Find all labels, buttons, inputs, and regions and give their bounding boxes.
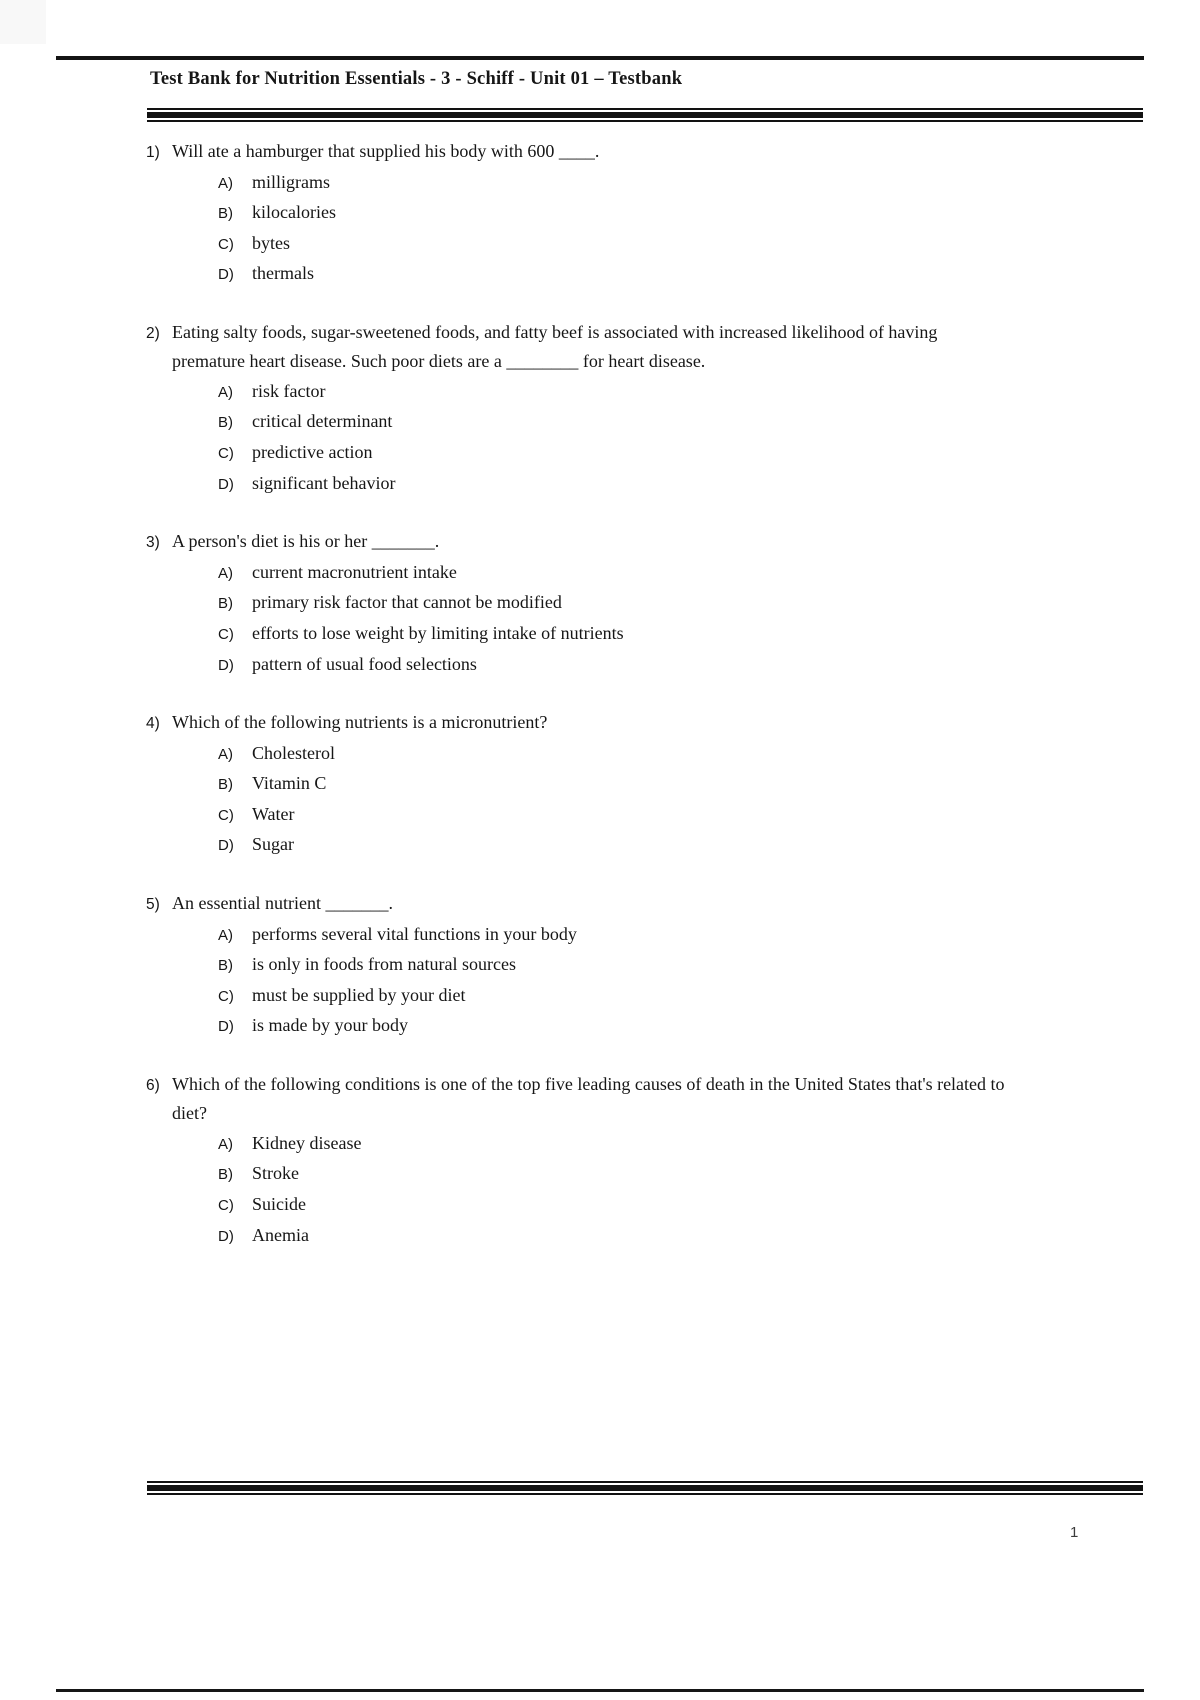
footer-divider-rule bbox=[147, 1481, 1143, 1495]
footer-divider-rule-band bbox=[147, 1485, 1143, 1491]
page-number: 1 bbox=[1070, 1524, 1079, 1541]
option-row bbox=[218, 198, 1012, 229]
option-row bbox=[218, 1011, 1012, 1042]
option-text: Vitamin C bbox=[252, 773, 327, 794]
option-text: kilocalories bbox=[252, 202, 336, 223]
option-text: bytes bbox=[252, 232, 290, 253]
option-text: current macronutrient intake bbox=[252, 561, 457, 582]
option-row bbox=[218, 950, 1012, 981]
question-text: An essential nutrient _______. bbox=[172, 893, 393, 913]
option-row bbox=[218, 619, 1012, 650]
option-text: critical determinant bbox=[252, 411, 393, 432]
question-text: Which of the following nutrients is a micronutrient? bbox=[172, 712, 548, 733]
option-row bbox=[218, 920, 1012, 951]
question bbox=[146, 708, 1012, 861]
option-row bbox=[218, 650, 1012, 681]
page-bottom-rule bbox=[56, 1689, 1144, 1692]
question-number: 6) bbox=[146, 1076, 160, 1094]
question bbox=[146, 1070, 1012, 1251]
option-list bbox=[218, 377, 1012, 499]
option-list bbox=[218, 920, 1012, 1042]
option-list bbox=[218, 558, 1012, 680]
option-row bbox=[218, 229, 1012, 260]
option-row bbox=[218, 558, 1012, 589]
question-text: Which of the following conditions is one of the top five leading causes of death in the United States that's related to diet? bbox=[172, 1073, 1005, 1124]
option-letter: A) bbox=[218, 564, 233, 582]
option-text: primary risk factor that cannot be modified bbox=[252, 592, 562, 613]
option-letter: C) bbox=[218, 1197, 234, 1215]
option-letter: B) bbox=[218, 595, 233, 613]
option-row bbox=[218, 800, 1012, 831]
option-row bbox=[218, 739, 1012, 770]
option-letter: B) bbox=[218, 1166, 233, 1184]
question bbox=[146, 318, 1012, 499]
option-row bbox=[218, 377, 1012, 408]
option-text: is only in foods from natural sources bbox=[252, 954, 516, 975]
question-number: 5) bbox=[146, 896, 160, 913]
question-number: 2) bbox=[146, 324, 160, 342]
option-letter: D) bbox=[218, 266, 234, 284]
option-text: risk factor bbox=[252, 380, 326, 401]
option-row bbox=[218, 1129, 1012, 1160]
option-letter: A) bbox=[218, 926, 233, 944]
option-letter: D) bbox=[218, 656, 234, 674]
option-row bbox=[218, 438, 1012, 469]
option-text: Water bbox=[252, 803, 295, 824]
question-text: Will ate a hamburger that supplied his body with 600 ____. bbox=[172, 141, 600, 161]
option-row bbox=[218, 259, 1012, 290]
question-number: 4) bbox=[146, 715, 160, 733]
option-letter: C) bbox=[218, 806, 234, 824]
option-text: is made by your body bbox=[252, 1015, 408, 1036]
option-row bbox=[218, 469, 1012, 500]
option-letter: C) bbox=[218, 987, 234, 1005]
header-top-rule bbox=[56, 56, 1144, 60]
title-divider-rule-band bbox=[147, 112, 1143, 118]
option-text: milligrams bbox=[252, 171, 330, 192]
option-letter: C) bbox=[218, 445, 234, 463]
question-number: 3) bbox=[146, 534, 160, 552]
option-row bbox=[218, 981, 1012, 1012]
question bbox=[146, 527, 1012, 680]
option-text: predictive action bbox=[252, 442, 373, 463]
option-list bbox=[218, 1129, 1012, 1251]
question-number: 1) bbox=[146, 144, 160, 161]
option-letter: A) bbox=[218, 1135, 233, 1153]
option-row bbox=[218, 830, 1012, 861]
question-list bbox=[146, 137, 1012, 1279]
question-stem bbox=[146, 318, 1012, 377]
option-text: significant behavior bbox=[252, 472, 396, 493]
option-letter: C) bbox=[218, 625, 234, 643]
title-divider-rule bbox=[147, 108, 1143, 122]
option-row bbox=[218, 1190, 1012, 1221]
option-row bbox=[218, 168, 1012, 199]
question-stem bbox=[146, 137, 1012, 168]
option-letter: B) bbox=[218, 414, 233, 432]
option-letter: A) bbox=[218, 174, 233, 192]
option-row bbox=[218, 1221, 1012, 1252]
question bbox=[146, 137, 1012, 290]
option-text: must be supplied by your diet bbox=[252, 984, 466, 1005]
option-text: Sugar bbox=[252, 834, 294, 855]
scan-corner-artifact bbox=[0, 0, 46, 44]
question-text: A person's diet is his or her _______. bbox=[172, 531, 440, 552]
option-text: Kidney disease bbox=[252, 1132, 362, 1153]
option-text: efforts to lose weight by limiting intake of nutrients bbox=[252, 622, 624, 643]
option-row bbox=[218, 407, 1012, 438]
question bbox=[146, 889, 1012, 1042]
option-text: thermals bbox=[252, 263, 314, 284]
option-letter: D) bbox=[218, 837, 234, 855]
option-letter: C) bbox=[218, 235, 234, 253]
option-text: pattern of usual food selections bbox=[252, 653, 477, 674]
question-stem bbox=[146, 889, 1012, 920]
option-row bbox=[218, 1159, 1012, 1190]
option-text: Suicide bbox=[252, 1194, 306, 1215]
option-letter: A) bbox=[218, 383, 233, 401]
question-stem bbox=[146, 708, 1012, 739]
option-text: Cholesterol bbox=[252, 742, 335, 763]
option-text: Stroke bbox=[252, 1163, 299, 1184]
option-list bbox=[218, 168, 1012, 290]
option-letter: B) bbox=[218, 776, 233, 794]
option-row bbox=[218, 588, 1012, 619]
option-letter: B) bbox=[218, 205, 233, 223]
option-letter: D) bbox=[218, 1227, 234, 1245]
option-letter: D) bbox=[218, 475, 234, 493]
option-letter: D) bbox=[218, 1018, 234, 1036]
option-letter: A) bbox=[218, 745, 233, 763]
question-text: Eating salty foods, sugar-sweetened foods, and fatty beef is associated with increased likelihood of having premature heart disease. Such poor diets are a ________ for heart disease. bbox=[172, 321, 938, 372]
question-stem bbox=[146, 527, 1012, 558]
option-text: performs several vital functions in your body bbox=[252, 923, 577, 944]
page-title: Test Bank for Nutrition Essentials - 3 - Schiff - Unit 01 – Testbank bbox=[150, 69, 683, 89]
question-stem bbox=[146, 1070, 1012, 1129]
option-text: Anemia bbox=[252, 1224, 309, 1245]
option-list bbox=[218, 739, 1012, 861]
option-letter: B) bbox=[218, 957, 233, 975]
option-row bbox=[218, 769, 1012, 800]
